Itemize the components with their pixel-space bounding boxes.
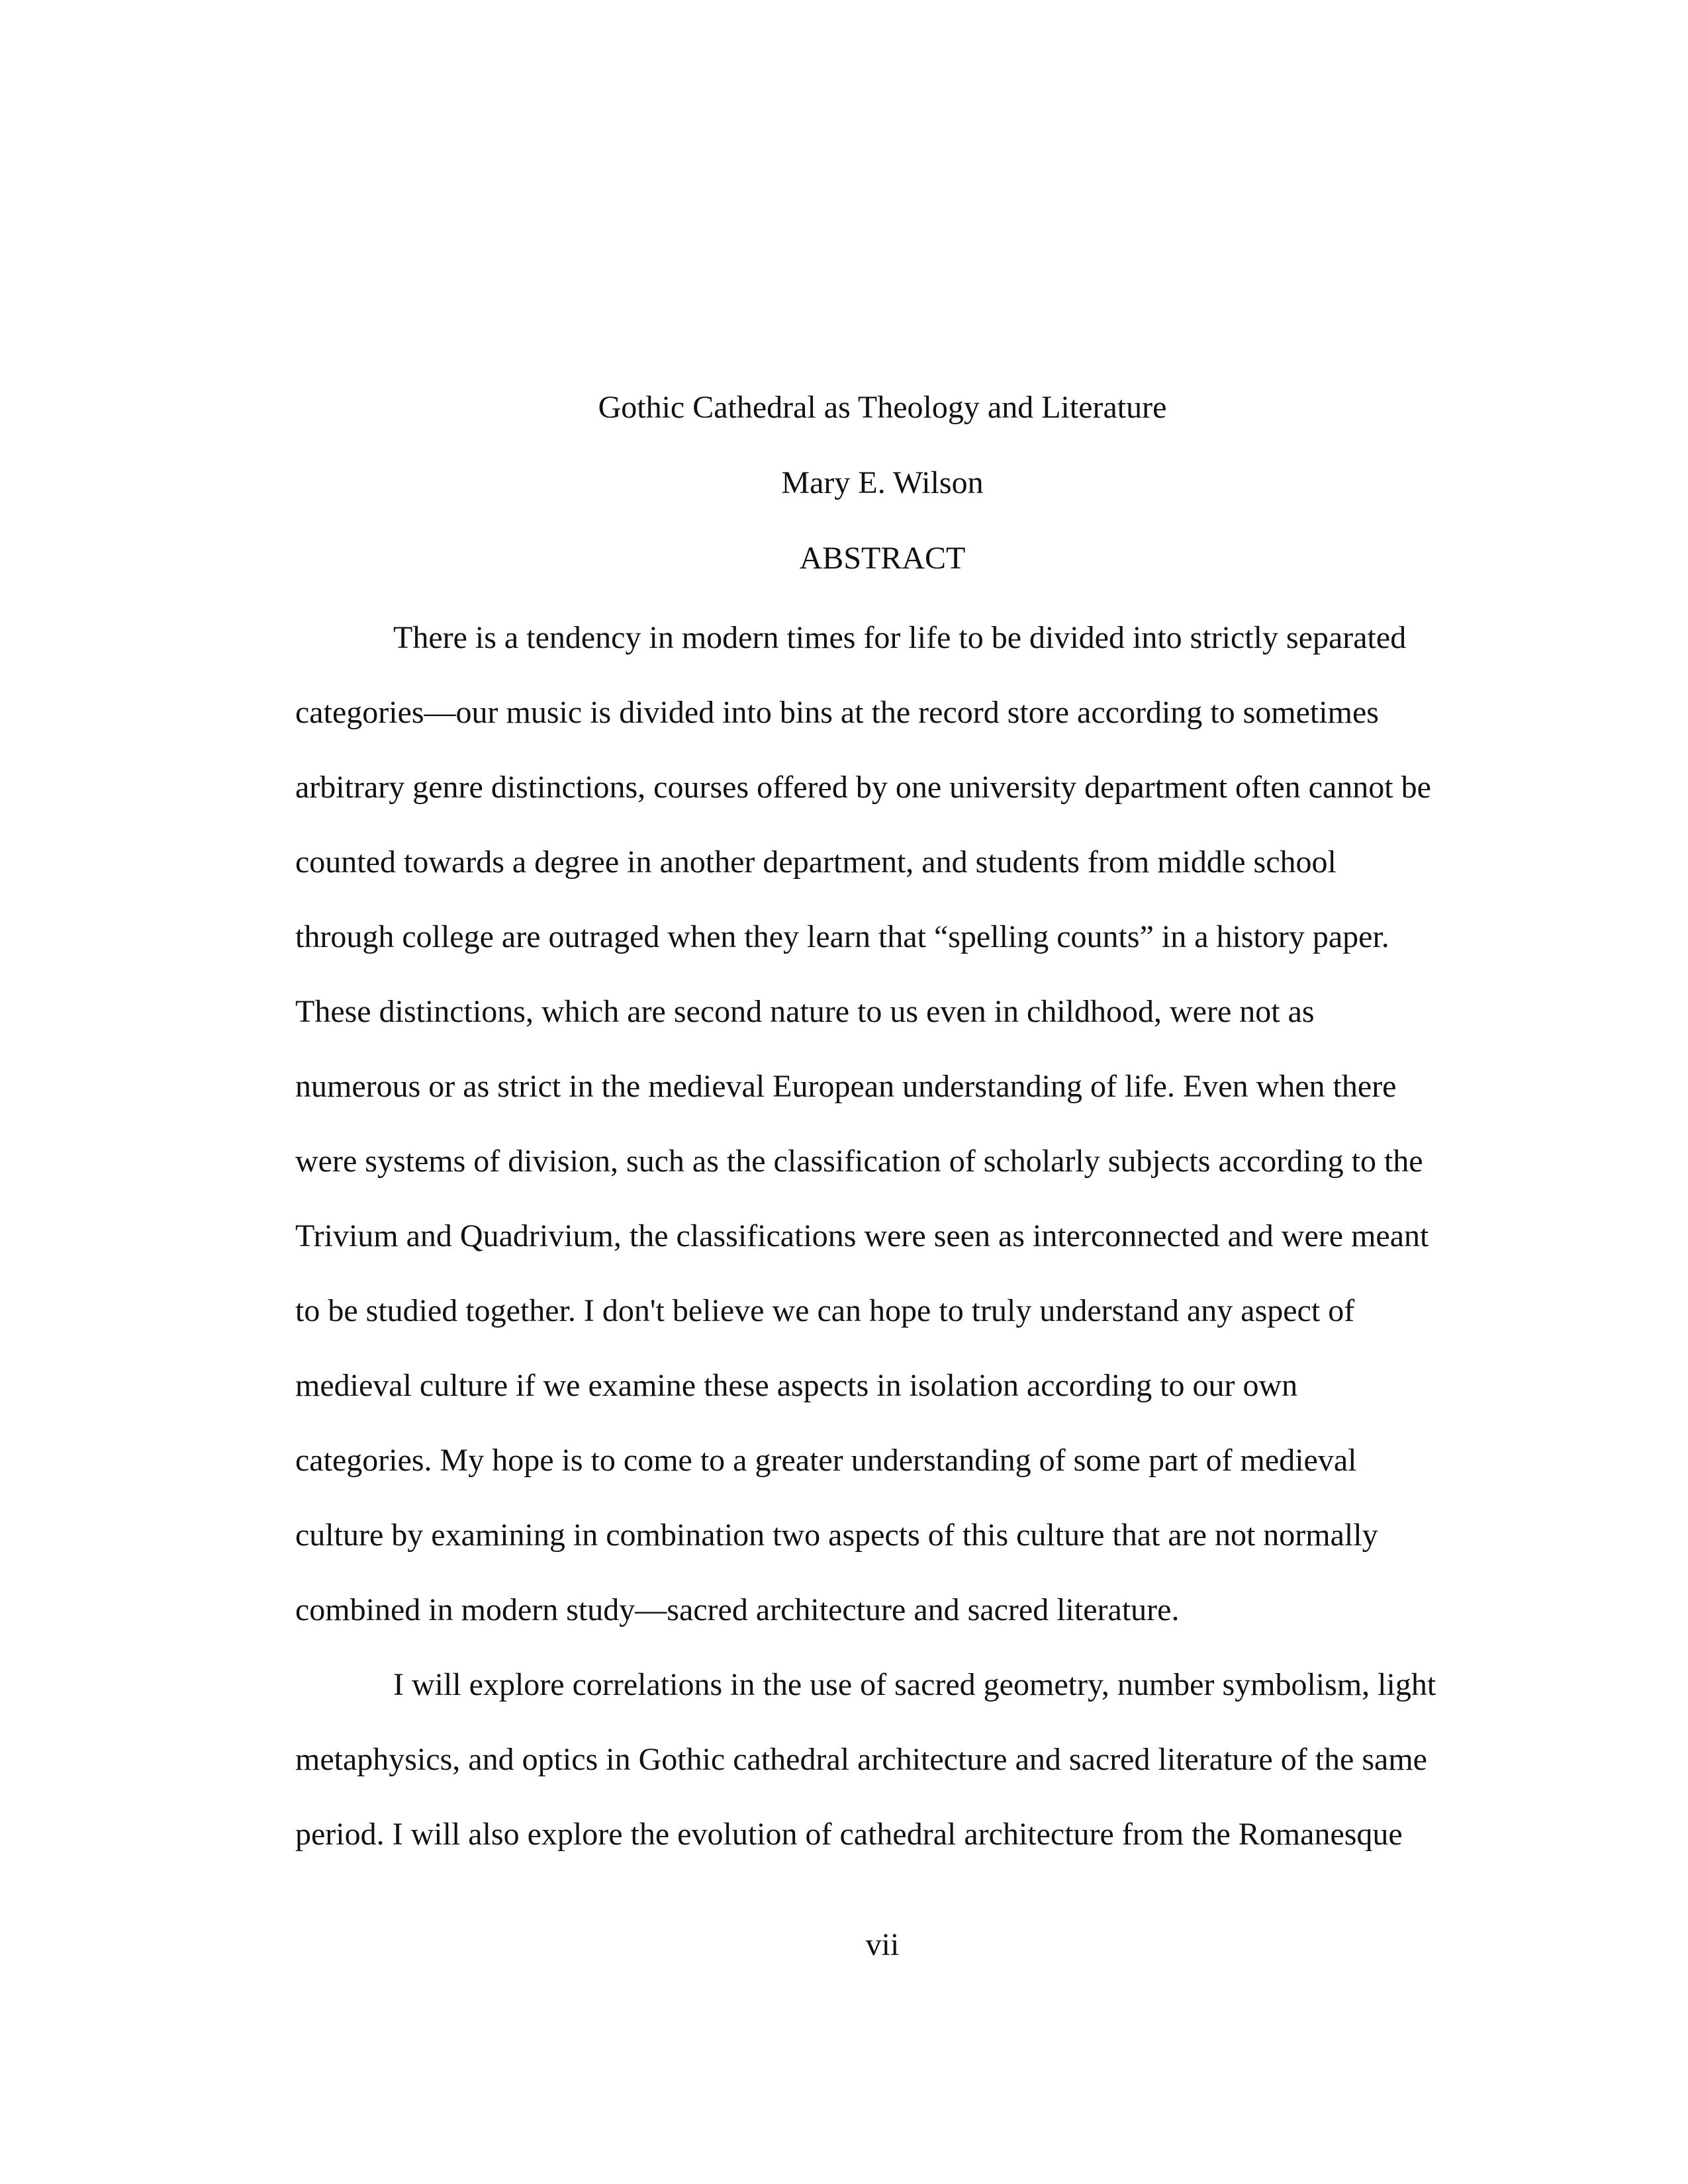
paragraph-1-line-6: These distinctions, which are second nature to us even in childhood, were not as: [295, 994, 1315, 1029]
paragraph-1-line-8: were systems of division, such as the classification of scholarly subjects according to the: [295, 1144, 1423, 1179]
paragraph-2-line-2: metaphysics, and optics in Gothic cathedral architecture and sacred literature of the same: [295, 1742, 1427, 1777]
paragraph-2-line-1: I will explore correlations in the use of sacred geometry, number symbolism, light: [393, 1667, 1436, 1702]
paragraph-1-line-7: numerous or as strict in the medieval European understanding of life. Even when there: [295, 1069, 1397, 1104]
paragraph-1-line-2: categories—our music is divided into bins at the record store according to sometimes: [295, 695, 1379, 730]
paragraph-1-line-5: through college are outraged when they learn that “spelling counts” in a history paper.: [295, 919, 1389, 954]
section-heading: ABSTRACT: [799, 541, 966, 576]
paragraph-1-line-13: culture by examining in combination two aspects of this culture that are not normally: [295, 1518, 1378, 1553]
paragraph-1-line-4: counted towards a degree in another department, and students from middle school: [295, 844, 1336, 880]
paragraph-1-line-1: There is a tendency in modern times for life to be divided into strictly separated: [393, 620, 1407, 655]
document-title: Gothic Cathedral as Theology and Literature: [598, 390, 1167, 425]
paragraph-1-line-14: combined in modern study—sacred architecture and sacred literature.: [295, 1592, 1180, 1627]
paragraph-1-line-11: medieval culture if we examine these aspects in isolation according to our own: [295, 1368, 1298, 1403]
paragraph-1-line-3: arbitrary genre distinctions, courses offered by one university department often cannot be: [295, 770, 1431, 805]
paragraph-1-line-9: Trivium and Quadrivium, the classifications were seen as interconnected and were meant: [295, 1218, 1429, 1253]
author-name: Mary E. Wilson: [781, 465, 984, 500]
paragraph-2-line-3: period. I will also explore the evolution of cathedral architecture from the Romanesque: [295, 1817, 1403, 1852]
paragraph-1-line-10: to be studied together. I don't believe we can hope to truly understand any aspect of: [295, 1293, 1355, 1328]
paragraph-1-line-12: categories. My hope is to come to a greater understanding of some part of medieval: [295, 1443, 1357, 1478]
page-number: vii: [865, 1927, 900, 1962]
